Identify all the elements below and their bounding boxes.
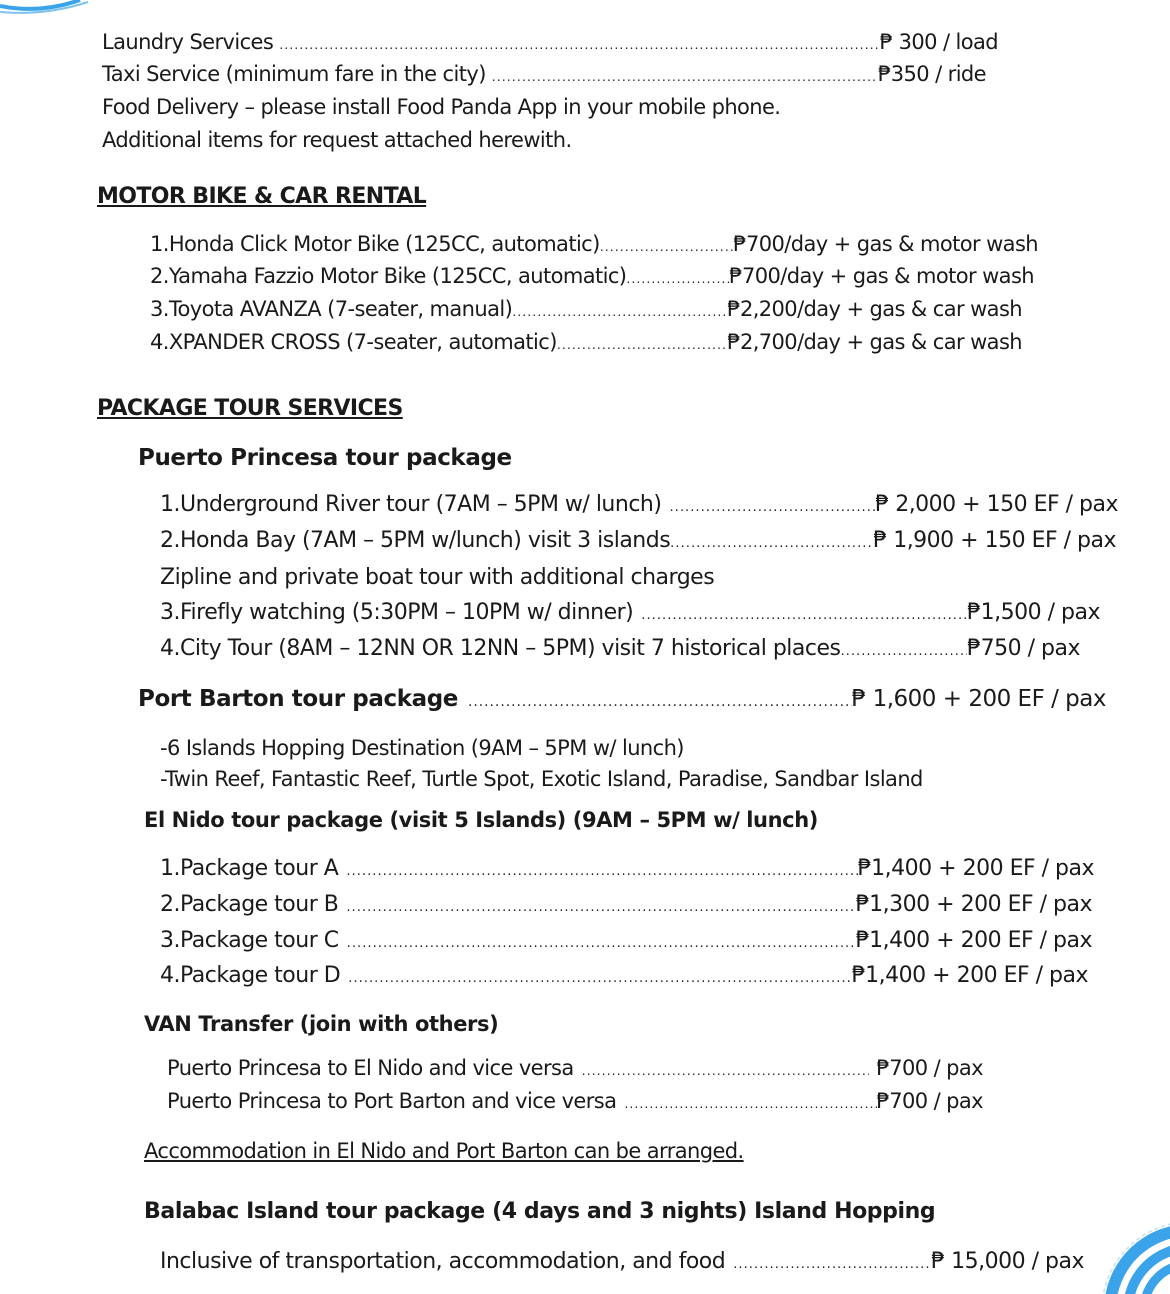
item-price: ₱1,400 + 200 EF / pax xyxy=(857,856,1094,881)
item-price: ₱1,400 + 200 EF / pax xyxy=(851,963,1088,988)
leader-dots xyxy=(641,608,967,623)
tour-row xyxy=(160,492,1118,517)
item-label: Puerto Princesa to Port Barton and vice versa xyxy=(167,1089,617,1113)
leader-dots xyxy=(346,864,857,879)
rental-row xyxy=(150,330,1022,354)
leader-dots xyxy=(670,536,873,551)
leader-dots xyxy=(626,271,729,286)
leader-dots xyxy=(348,971,851,986)
item-label: 2.Yamaha Fazzio Motor Bike (125CC, automatic) xyxy=(150,264,627,288)
leader-dots xyxy=(346,900,855,915)
laundry-row xyxy=(102,30,998,54)
item-number: 4. xyxy=(160,963,180,988)
puerto-princesa-title: Puerto Princesa tour package xyxy=(138,445,512,471)
el-nido-row xyxy=(160,928,1092,953)
leader-dots xyxy=(624,1096,876,1111)
item-label: 2.Honda Bay (7AM – 5PM w/lunch) visit 3 islands xyxy=(160,528,671,553)
item-number: 3. xyxy=(160,928,180,953)
balabac-title: Balabac Island tour package (4 days and 3 nights) Island Hopping xyxy=(144,1199,936,1224)
item-label: Inclusive of transportation, accommodation, and food xyxy=(160,1249,726,1274)
rental-row xyxy=(150,232,1038,256)
item-label: Package tour D xyxy=(180,963,341,988)
item-price: ₱750 / pax xyxy=(967,636,1080,661)
item-price: ₱ 15,000 / pax xyxy=(931,1249,1084,1274)
van-transfer-title: VAN Transfer (join with others) xyxy=(144,1012,499,1036)
rental-section-title: MOTOR BIKE & CAR RENTAL xyxy=(97,184,427,209)
item-label: Laundry Services xyxy=(102,30,274,54)
van-row xyxy=(167,1089,983,1113)
leader-dots xyxy=(669,500,875,515)
item-label: 1.Honda Click Motor Bike (125CC, automatic) xyxy=(150,232,600,256)
tours-section-title: PACKAGE TOUR SERVICES xyxy=(97,396,403,421)
item-price: ₱700 / pax xyxy=(876,1056,983,1080)
leader-dots xyxy=(468,694,852,710)
leader-dots xyxy=(347,936,856,951)
item-number: 2. xyxy=(160,892,180,917)
item-label: Package tour A xyxy=(180,856,339,881)
item-label: Taxi Service (minimum fare in the city) xyxy=(102,62,486,86)
item-price: ₱1,500 / pax xyxy=(967,600,1100,625)
item-price: ₱2,700/day + gas & car wash xyxy=(727,330,1022,354)
item-label: Package tour C xyxy=(180,928,339,953)
el-nido-title: El Nido tour package (visit 5 Islands) (9AM – 5PM w/ lunch) xyxy=(144,808,818,832)
item-price: ₱700/day + gas & motor wash xyxy=(729,264,1034,288)
rental-row xyxy=(150,297,1022,321)
rental-row xyxy=(150,264,1034,288)
item-label: Package tour B xyxy=(180,892,339,917)
el-nido-row xyxy=(160,892,1092,917)
item-label: 3.Firefly watching (5:30PM – 10PM w/ dinner) xyxy=(160,600,634,625)
item-price: ₱ 300 / load xyxy=(879,30,998,54)
leader-dots xyxy=(600,239,734,254)
additional-items-note: Additional items for request attached herewith. xyxy=(102,128,572,152)
accommodation-note: Accommodation in El Nido and Port Barton can be arranged. xyxy=(144,1139,744,1163)
item-price: ₱700 / pax xyxy=(876,1089,983,1113)
el-nido-row xyxy=(160,963,1088,988)
port-barton-detail: -Twin Reef, Fantastic Reef, Turtle Spot, Exotic Island, Paradise, Sandbar Island xyxy=(160,767,923,791)
balabac-row xyxy=(160,1249,1084,1274)
el-nido-row xyxy=(160,856,1094,881)
item-price: ₱ 2,000 + 150 EF / pax xyxy=(875,492,1118,517)
leader-dots xyxy=(279,37,880,52)
item-price: ₱ 1,600 + 200 EF / pax xyxy=(851,686,1106,712)
item-price: ₱350 / ride xyxy=(878,62,986,86)
port-barton-title: Port Barton tour package xyxy=(138,686,458,712)
item-label: Puerto Princesa to El Nido and vice versa xyxy=(167,1056,574,1080)
tour-row xyxy=(160,528,1116,553)
item-label: 3.Toyota AVANZA (7-seater, manual) xyxy=(150,297,513,321)
item-price: ₱2,200/day + gas & car wash xyxy=(727,297,1022,321)
tour-row xyxy=(160,636,1080,661)
wave-logo-icon xyxy=(0,0,90,16)
item-price: ₱1,300 + 200 EF / pax xyxy=(855,892,1092,917)
zipline-note: Zipline and private boat tour with additional charges xyxy=(160,565,715,590)
leader-dots xyxy=(557,337,727,352)
van-row xyxy=(167,1056,983,1080)
item-price: ₱1,400 + 200 EF / pax xyxy=(855,928,1092,953)
leader-dots xyxy=(840,644,967,659)
leader-dots xyxy=(582,1063,869,1078)
wave-swirl-icon xyxy=(1100,1210,1170,1294)
item-number: 1. xyxy=(160,856,180,881)
item-price: ₱ 1,900 + 150 EF / pax xyxy=(873,528,1116,553)
item-price: ₱700/day + gas & motor wash xyxy=(733,232,1038,256)
leader-dots xyxy=(733,1257,931,1272)
taxi-row xyxy=(102,62,986,86)
port-barton-detail: -6 Islands Hopping Destination (9AM – 5PM w/ lunch) xyxy=(160,736,684,760)
item-label: 4.XPANDER CROSS (7-seater, automatic) xyxy=(150,330,557,354)
food-delivery-note: Food Delivery – please install Food Panda App in your mobile phone. xyxy=(102,95,781,119)
port-barton-row xyxy=(138,686,1106,712)
item-label: 1.Underground River tour (7AM – 5PM w/ lunch) xyxy=(160,492,662,517)
item-label: 4.City Tour (8AM – 12NN OR 12NN – 5PM) visit 7 historical places xyxy=(160,636,841,661)
leader-dots xyxy=(492,69,878,84)
tour-row xyxy=(160,600,1100,625)
leader-dots xyxy=(512,304,727,319)
